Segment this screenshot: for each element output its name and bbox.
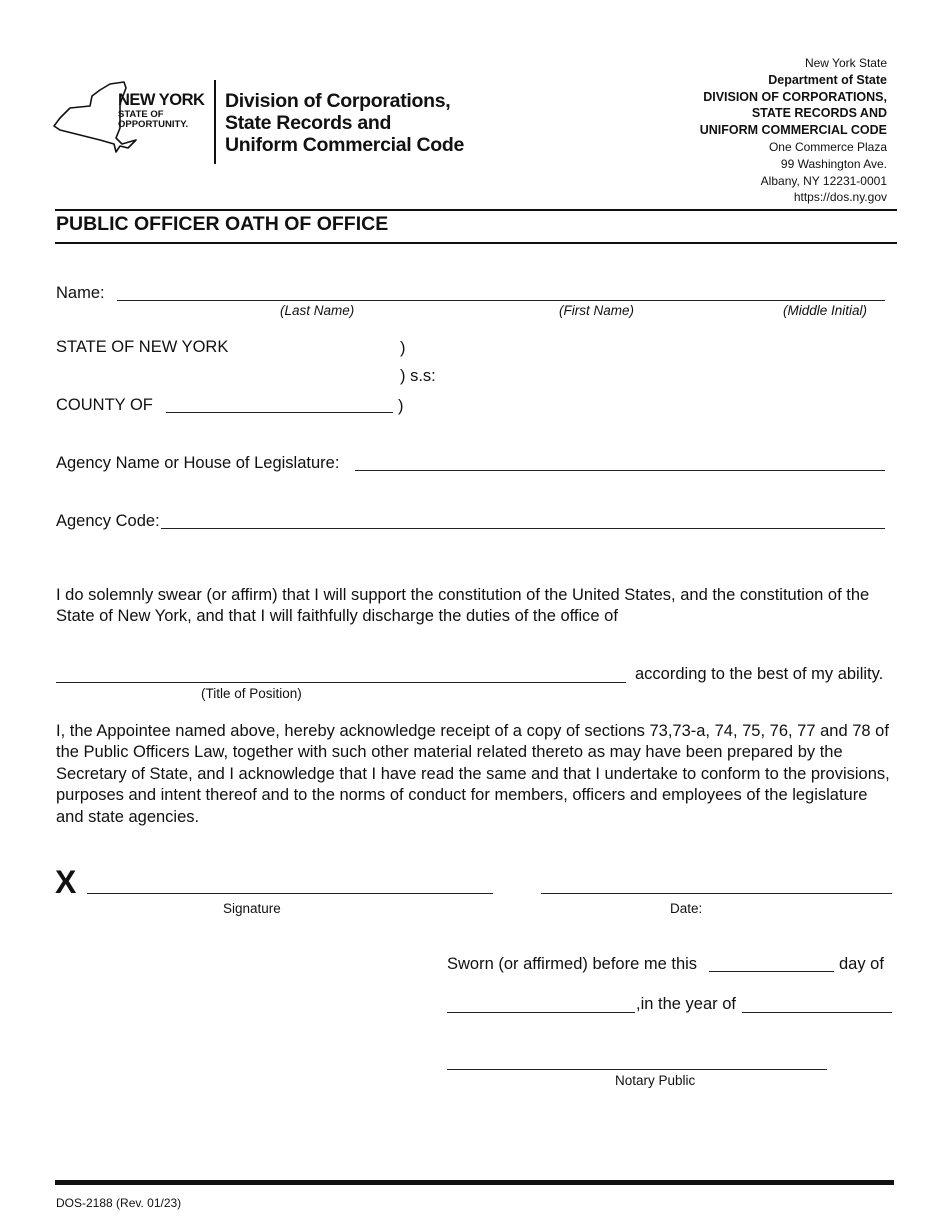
ability-text: according to the best of my ability.	[635, 665, 884, 683]
logo-divider	[214, 80, 216, 164]
logo-division-name	[225, 90, 464, 156]
ss-label: ) s.s:	[400, 367, 436, 385]
date-field[interactable]	[541, 893, 892, 894]
title-of-position-field[interactable]	[56, 682, 626, 683]
name-label: Name:	[56, 284, 105, 302]
agency-name-field[interactable]	[355, 470, 885, 471]
agency-code-field[interactable]	[161, 528, 885, 529]
signature-x-mark: X	[55, 864, 77, 900]
state-label: STATE OF NEW YORK	[56, 338, 229, 356]
address-line-6: One Commerce Plaza	[768, 139, 887, 154]
address-line-2: Department of State	[768, 72, 887, 87]
sworn-month-field[interactable]	[447, 1012, 635, 1013]
logo-tagline-1: STATE OF	[118, 109, 164, 120]
address-line-5: UNIFORM COMMERCIAL CODE	[699, 123, 887, 138]
logo-division-line-3: Uniform Commercial Code	[225, 134, 465, 156]
day-of-text: day of	[839, 955, 884, 973]
notary-signature-field[interactable]	[447, 1069, 827, 1070]
acknowledgement-paragraph: I, the Appointee named above, hereby acknowledge receipt of a copy of sections 73,73-a, 74, 75, 76, 77 and 78 of the Public Officers Law, together with such other material related thereto as may have been prepared by the Secretary of State, and I acknowledge that I have read the same and that I undertake to conform to the provisions, purposes and intent thereof and to the norms of conduct for members, officers and employees of the legislature and state agencies.	[56, 722, 890, 826]
title-top-rule	[55, 209, 897, 211]
oath-paragraph: I do solemnly swear (or affirm) that I will support the constitution of the United States, and the constitution of the State of New York, and that I will faithfully discharge the duties of the office of	[56, 586, 870, 626]
county-label: COUNTY OF	[56, 396, 153, 414]
logo-division-line-2: State Records and	[225, 112, 392, 134]
address-line-8: Albany, NY 12231-0001	[760, 173, 887, 188]
title-of-position-caption: (Title of Position)	[201, 686, 302, 701]
logo-state-name: NEW YORK	[118, 91, 205, 109]
name-field[interactable]	[117, 300, 885, 301]
agency-code-label: Agency Code:	[56, 512, 160, 530]
address-line-4: STATE RECORDS AND	[751, 106, 887, 121]
address-website-link[interactable]: https://dos.ny.gov	[793, 190, 887, 205]
logo-division-line-1: Division of Corporations,	[225, 90, 451, 112]
middle-initial-caption: (Middle Initial)	[783, 303, 868, 318]
footer-rule	[55, 1180, 894, 1185]
form-number: DOS-2188 (Rev. 01/23)	[56, 1196, 182, 1210]
signature-field[interactable]	[87, 893, 493, 894]
nys-dos-logo	[50, 78, 470, 168]
sworn-text: Sworn (or affirmed) before me this	[447, 955, 698, 973]
first-name-caption: (First Name)	[559, 303, 634, 318]
title-bottom-rule	[55, 242, 897, 244]
date-caption: Date:	[670, 901, 703, 916]
agency-name-label: Agency Name or House of Legislature:	[56, 454, 340, 472]
address-line-3: DIVISION OF CORPORATIONS,	[703, 89, 887, 104]
signature-caption: Signature	[223, 901, 281, 916]
last-name-caption: (Last Name)	[280, 303, 355, 318]
sworn-day-field[interactable]	[709, 971, 834, 972]
address-line-1: New York State	[804, 56, 887, 70]
county-field[interactable]	[166, 412, 393, 413]
logo-tagline-2: OPPORTUNITY.	[118, 119, 189, 130]
county-paren: )	[398, 397, 404, 415]
sworn-year-field[interactable]	[742, 1012, 892, 1013]
address-line-7: 99 Washington Ave.	[780, 156, 887, 171]
year-of-text: ,in the year of	[636, 995, 736, 1013]
agency-address-block	[700, 55, 887, 206]
form-title: PUBLIC OFFICER OATH OF OFFICE	[56, 213, 389, 235]
notary-caption: Notary Public	[615, 1073, 696, 1088]
state-paren: )	[400, 339, 406, 357]
